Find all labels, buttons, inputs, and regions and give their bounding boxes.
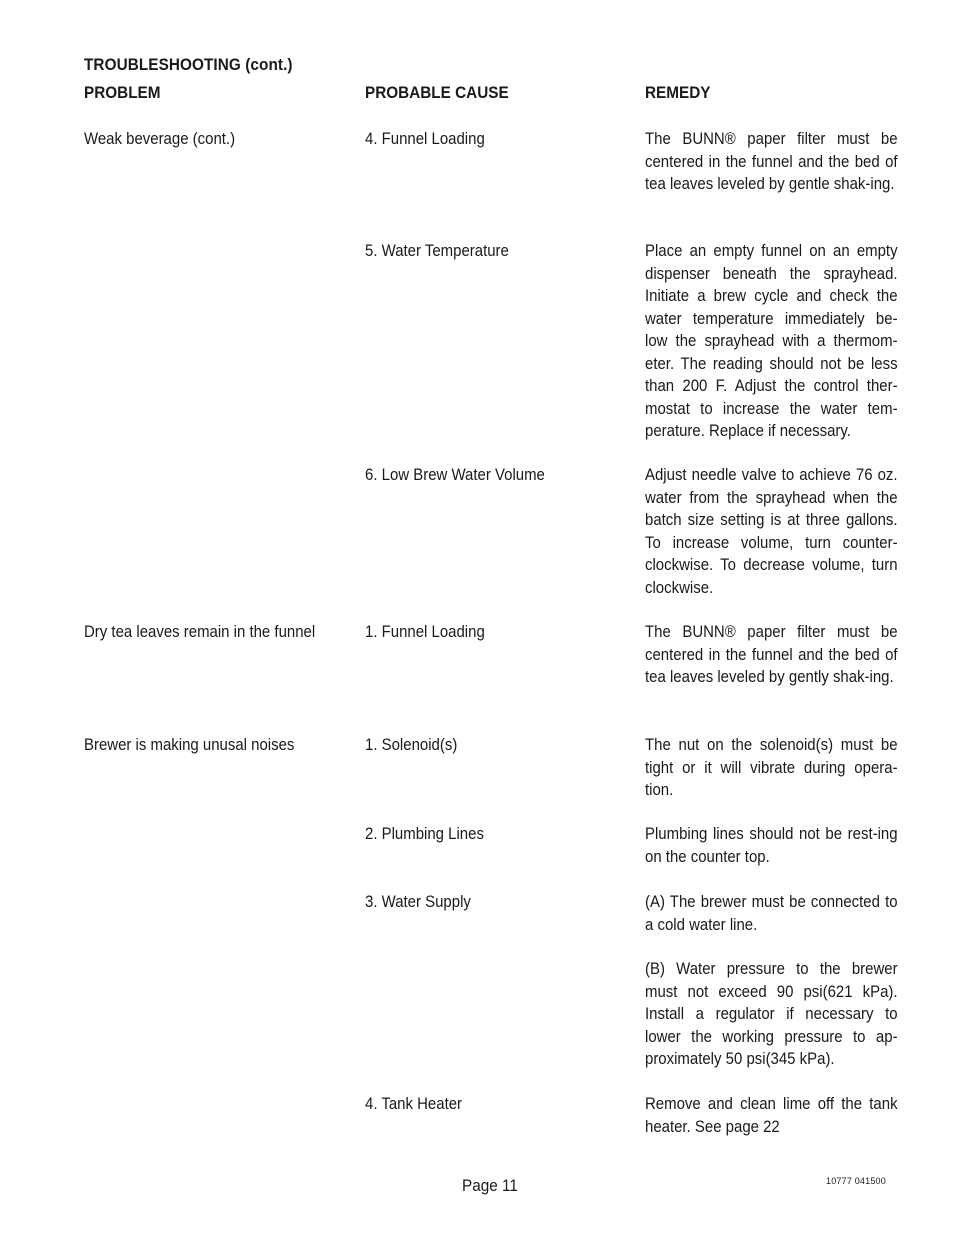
cause-cell: 1. Solenoid(s) [365, 735, 458, 754]
remedy-cell: Place an empty funnel on an empty dispenser beneath the sprayhead. Initiate a brew cycle and check the water temperature immediately be-low the sprayhead with a thermom-eter. The reading should not be less than 200 F. Adjust the control ther-mostat to increase the water tem-perature. Replace if necessary. [645, 241, 898, 440]
problem-cell: Brewer is making unusal noises [84, 735, 295, 754]
column-header-probable-cause: PROBABLE CAUSE [365, 83, 509, 102]
section-title: TROUBLESHOOTING (cont.) [84, 55, 293, 74]
remedy-cell: Adjust needle valve to achieve 76 oz. water from the sprayhead when the batch size setting is at three gallons. To increase volume, turn counter-clockwise. To decrease volume, turn clockwise. [645, 465, 898, 597]
cause-cell: 6. Low Brew Water Volume [365, 465, 545, 484]
remedy-cell: (A) The brewer must be connected to a cold water line. [645, 892, 898, 934]
cause-cell: 4. Funnel Loading [365, 129, 485, 148]
cause-cell: 2. Plumbing Lines [365, 824, 484, 843]
problem-cell: Weak beverage (cont.) [84, 129, 236, 148]
remedy-cell: The BUNN® paper filter must be centered in the funnel and the bed of tea leaves leveled by gentle shak-ing. [645, 129, 898, 193]
cause-cell: 1. Funnel Loading [365, 622, 485, 641]
problem-cell: Dry tea leaves remain in the funnel [84, 622, 316, 641]
page-number: Page 11 [462, 1176, 518, 1195]
remedy-cell: The BUNN® paper filter must be centered in the funnel and the bed of tea leaves leveled by gently shak-ing. [645, 622, 898, 686]
remedy-cell: The nut on the solenoid(s) must be tight or it will vibrate during opera-tion. [645, 735, 898, 799]
column-header-remedy: REMEDY [645, 83, 711, 102]
remedy-cell: Plumbing lines should not be rest-ing on the counter top. [645, 824, 898, 866]
remedy-cell: Remove and clean lime off the tank heater. See page 22 [645, 1094, 898, 1136]
cause-cell: 3. Water Supply [365, 892, 471, 911]
cause-cell: 5. Water Temperature [365, 241, 509, 260]
cause-cell: 4. Tank Heater [365, 1094, 463, 1113]
remedy-cell: (B) Water pressure to the brewer must not exceed 90 psi(621 kPa). Install a regulator if necessary to lower the working pressure to ap-proximately 50 psi(345 kPa). [645, 959, 898, 1068]
document-code: 10777 041500 [826, 1176, 886, 1186]
column-header-problem: PROBLEM [84, 83, 161, 102]
